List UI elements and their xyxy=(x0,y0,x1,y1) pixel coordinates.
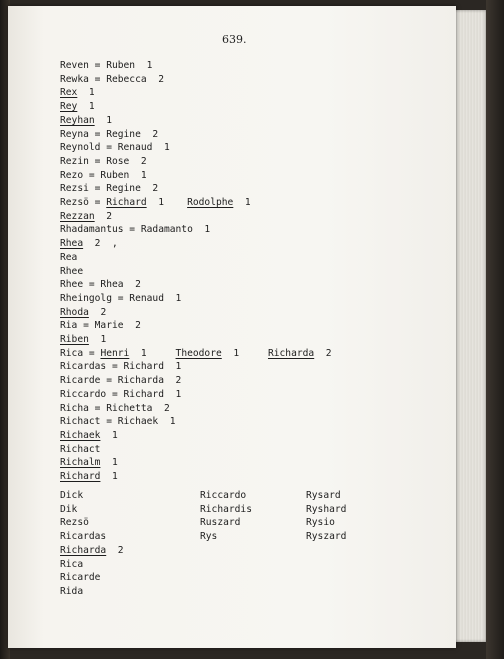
entry-line xyxy=(60,73,164,86)
book-cover-edge xyxy=(486,0,504,659)
name-column-1 xyxy=(60,489,106,544)
underlined-name: Rhoda xyxy=(60,306,89,318)
entry-line xyxy=(60,155,147,168)
entry-text: Richa = Richetta 2 xyxy=(60,402,170,414)
entry-line xyxy=(60,141,170,154)
document-page xyxy=(8,6,456,648)
entry-text: Ricarde = Richarda 2 xyxy=(60,375,182,387)
entry-line xyxy=(60,360,181,373)
entry-text: 1 xyxy=(100,457,118,469)
entry-line xyxy=(60,402,170,415)
entry-text: 1 xyxy=(100,429,118,441)
underlined-name: Richard xyxy=(106,197,147,208)
entry-text: Rewka = Rebecca 2 xyxy=(60,73,164,85)
column-name: Ricardas xyxy=(60,531,107,543)
entry-line xyxy=(60,558,83,571)
entry-line xyxy=(60,59,152,72)
entry-text: 2 xyxy=(88,306,107,318)
entry-line xyxy=(60,223,210,236)
column-name: Richardis xyxy=(200,503,252,515)
entry-text: Rezsi = Regine 2 xyxy=(60,183,159,195)
underlined-name: Henri xyxy=(100,347,130,359)
entry-line xyxy=(60,585,83,598)
entry-text: Reven = Ruben 1 xyxy=(60,60,153,71)
entry-text: 1 xyxy=(146,197,188,208)
underlined-name: Reyhan xyxy=(60,114,95,126)
entry-text: Ricarde xyxy=(60,572,101,584)
underlined-name: Riben xyxy=(60,334,89,345)
entry-text: Rida xyxy=(60,585,84,597)
entry-line xyxy=(60,265,83,278)
underlined-name: Rezzan xyxy=(60,210,95,222)
entry-text: 2 , xyxy=(83,238,118,250)
column-name: Rezsö xyxy=(60,517,89,529)
entry-text: 2 xyxy=(314,347,332,359)
column-name: Rysio xyxy=(306,517,335,529)
name-column-3 xyxy=(306,489,346,544)
column-name: Riccardo xyxy=(200,490,247,501)
underlined-name: Richalm xyxy=(60,457,101,469)
entry-line xyxy=(60,571,100,584)
entry-line xyxy=(60,374,181,387)
entry-text: Rea xyxy=(60,251,78,263)
page-edges xyxy=(454,10,488,642)
entry-line xyxy=(60,196,251,209)
underlined-name: Richaek xyxy=(60,429,101,441)
entry-text: 2 xyxy=(94,210,112,222)
entry-line xyxy=(60,347,332,360)
entry-line xyxy=(60,388,181,401)
entry-text: Rezin = Rose 2 xyxy=(60,155,147,167)
entry-text: 2 xyxy=(106,544,124,556)
entry-text: Rica xyxy=(60,558,84,570)
entry-line xyxy=(60,100,95,113)
entry-line xyxy=(60,182,158,195)
underlined-name: Richarda xyxy=(267,347,315,359)
entry-text: Reyna = Regine 2 xyxy=(60,128,159,140)
entry-text: Richact = Richaek 1 xyxy=(60,416,176,428)
entry-line xyxy=(60,114,112,127)
underlined-name: Theodore xyxy=(175,347,222,359)
entry-line xyxy=(60,470,118,483)
entry-text: Rhadamantus = Radamanto 1 xyxy=(60,224,211,236)
entry-line xyxy=(60,210,112,223)
entry-line xyxy=(60,306,106,319)
entry-line xyxy=(60,429,118,442)
page-number: 639. xyxy=(222,33,247,46)
column-name: Ryszard xyxy=(306,531,347,543)
column-name: Dick xyxy=(60,490,84,501)
underlined-name: Richard xyxy=(60,471,101,482)
entry-text: Rhee xyxy=(60,265,84,277)
entry-line xyxy=(60,278,141,291)
underlined-name: Rhea xyxy=(60,238,84,250)
entry-text: 1 xyxy=(221,347,268,359)
entry-text: Rezo = Ruben 1 xyxy=(60,169,147,181)
entry-text: 1 xyxy=(88,334,107,345)
entry-line xyxy=(60,443,100,456)
column-name: Dik xyxy=(60,503,78,515)
entry-line xyxy=(60,128,158,141)
column-name: Ryshard xyxy=(306,503,347,515)
entry-text: Rheingolg = Renaud 1 xyxy=(60,292,182,304)
entry-text: Rica = xyxy=(60,347,101,359)
entry-line xyxy=(60,544,124,557)
column-name: Rys xyxy=(200,531,218,543)
entry-text: Ria = Marie 2 xyxy=(60,320,141,332)
entry-text: Richact xyxy=(60,443,101,455)
name-column-2 xyxy=(200,489,252,544)
entry-text: Ricardas = Richard 1 xyxy=(60,361,182,373)
entry-text: 1 xyxy=(100,471,118,482)
entry-line xyxy=(60,415,176,428)
entry-line xyxy=(60,456,118,469)
entry-text: Riccardo = Richard 1 xyxy=(60,388,182,400)
entry-line xyxy=(60,251,77,264)
entry-text: 1 xyxy=(129,347,176,359)
underlined-name: Richarda xyxy=(60,544,107,556)
entry-line xyxy=(60,237,118,250)
entry-text: Rezsö = xyxy=(60,197,107,208)
entry-line xyxy=(60,86,95,99)
column-name: Rysard xyxy=(306,490,341,501)
underlined-name: Rey xyxy=(60,101,78,113)
entry-text: 1 xyxy=(94,114,112,126)
underlined-name: Rodolphe xyxy=(187,197,234,208)
entry-line xyxy=(60,319,141,332)
entry-text: 1 xyxy=(233,197,251,208)
entry-text: 1 xyxy=(77,87,95,99)
entry-text: Rhee = Rhea 2 xyxy=(60,279,141,291)
entry-text: 1 xyxy=(77,101,95,113)
underlined-name: Rex xyxy=(60,87,78,99)
column-name: Ruszard xyxy=(200,517,241,529)
entry-text: Reynold = Renaud 1 xyxy=(60,142,170,154)
entry-line xyxy=(60,292,181,305)
entry-line xyxy=(60,333,106,346)
entry-line xyxy=(60,169,147,182)
